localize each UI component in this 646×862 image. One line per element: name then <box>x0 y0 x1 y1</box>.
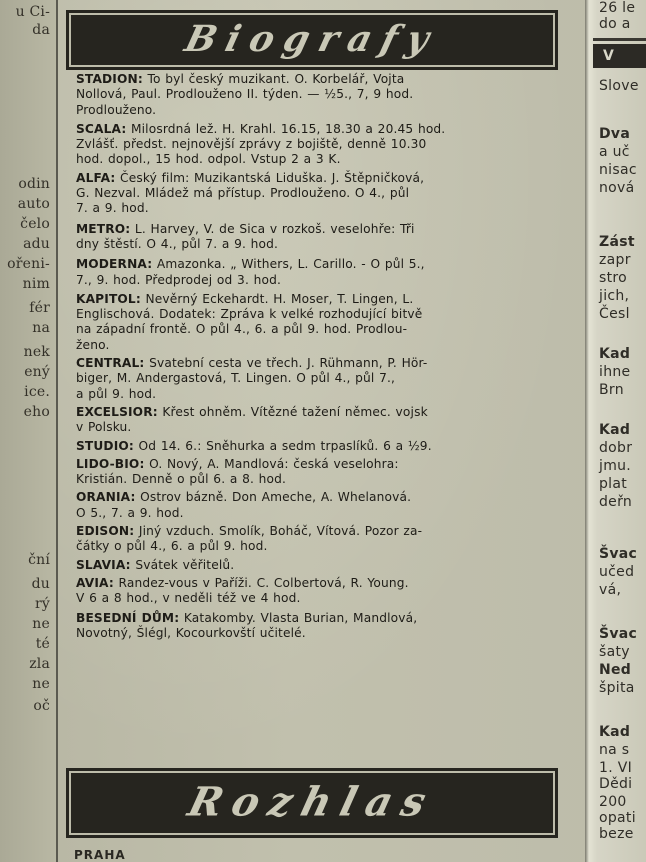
main-column <box>58 0 584 862</box>
right-fragment-4: a uč <box>599 144 630 160</box>
right-fragment-7: Zást <box>599 234 635 250</box>
listing-text: L. Harvey, V. de Sica v rozkoš. veselohře: Tři <box>130 221 415 236</box>
listing-line <box>76 356 566 371</box>
right-fragment-28: na s <box>599 742 630 758</box>
right-fragment-9: stro <box>599 270 627 286</box>
left-fragment-16: rý <box>34 596 50 612</box>
listing-entry <box>76 611 566 642</box>
listing-text: Katakomby. Vlasta Burian, Mandlová, <box>179 610 418 625</box>
right-fragment-32: opati <box>599 810 636 826</box>
right-fragment-2: Slove <box>599 78 639 94</box>
biografy-banner <box>66 10 558 70</box>
listing-line: ženo. <box>76 337 110 352</box>
right-heading-box: V <box>593 44 646 68</box>
listing-line: Novotný, Šlégl, Kocourkovští učitelé. <box>76 625 306 640</box>
listing-text: Jiný vzduch. Smolík, Boháč, Vítová. Pozor za- <box>134 524 423 539</box>
left-fragment-11: ený <box>24 364 50 380</box>
cinema-name: SLAVIA: <box>76 557 131 572</box>
listing-line <box>76 490 566 505</box>
right-fragment-10: jich, <box>599 288 630 304</box>
right-fragment-30: Dědi <box>599 776 633 792</box>
listing-line <box>76 404 566 420</box>
cinema-name: MODERNA: <box>76 257 153 272</box>
listing-line <box>76 291 566 307</box>
listing-line: na západní frontě. O půl 4., 6. a půl 9. hod. Prodlou- <box>76 322 408 337</box>
cinema-name: ALFA: <box>76 170 116 185</box>
listing-line <box>76 456 566 472</box>
listing-line <box>76 575 566 591</box>
listing-line: O 5., 7. a 9. hod. <box>76 505 184 520</box>
listing-line: čátky o půl 4., 6. a půl 9. hod. <box>76 539 268 554</box>
listing-text: Svatební cesta ve třech. J. Rühmann, P. Hör- <box>144 356 428 371</box>
right-fragment-8: zapr <box>599 252 631 268</box>
right-fragment-5: nisac <box>599 162 637 178</box>
listing-text: To byl český muzikant. O. Korbelář, Vojta <box>142 72 405 86</box>
left-fragment-17: ne <box>32 616 50 632</box>
rozhlas-banner <box>66 768 558 838</box>
right-fragment-21: učed <box>599 564 635 580</box>
cinema-name: METRO: <box>76 221 131 236</box>
listing-line <box>76 438 566 454</box>
right-fragment-13: ihne <box>599 364 631 380</box>
listing-entry <box>76 122 566 168</box>
right-fragment-26: špita <box>599 680 635 696</box>
listing-text: Křest ohněm. Vítězné tažení němec. vojsk <box>157 404 428 419</box>
listing-line: a půl 9. hod. <box>76 386 157 401</box>
left-fragment-8: fér <box>29 300 50 316</box>
listing-line: Englischová. Dodatek: Zpráva k velké rozhodující bitvě <box>76 307 423 322</box>
left-fragment-12: ice. <box>24 384 50 400</box>
listing-entry <box>76 439 566 454</box>
left-column-fragment <box>0 0 58 862</box>
right-fragment-22: vá, <box>599 582 622 598</box>
right-rule <box>593 38 646 41</box>
cinema-name: STADION: <box>76 72 143 86</box>
listing-text: Svátek věřitelů. <box>130 557 235 572</box>
left-fragment-14: ční <box>28 552 50 568</box>
left-fragment-20: ne <box>32 676 50 692</box>
left-fragment-21: oč <box>33 698 50 714</box>
left-fragment-18: té <box>35 636 50 652</box>
left-fragment-10: nek <box>23 344 50 360</box>
listing-line <box>76 257 566 272</box>
right-fragment-23: Švac <box>599 626 638 642</box>
listing-line: Kristián. Denně o půl 6. a 8. hod. <box>76 472 287 487</box>
cinema-name: CENTRAL: <box>76 356 145 371</box>
left-fragment-13: eho <box>23 404 50 420</box>
listing-entry <box>76 222 566 253</box>
listing-line: v Polsku. <box>76 420 132 435</box>
cinema-name: EDISON: <box>76 524 135 539</box>
right-fragment-31: 200 <box>599 794 627 810</box>
listing-text: Amazonka. „ Withers, L. Carillo. - O půl 5., <box>152 257 425 272</box>
listing-line: biger, M. Andergastová, T. Lingen. O půl 4., půl 7., <box>76 371 396 386</box>
right-fragment-24: šaty <box>599 644 630 660</box>
cinema-name: ORANIA: <box>76 490 136 505</box>
left-fragment-0: u Ci- <box>15 4 50 20</box>
listing-entry <box>76 292 566 353</box>
listing-line: 7. a 9. hod. <box>76 201 149 216</box>
listing-text: Ostrov bázně. Don Ameche, A. Whelanová. <box>135 490 412 505</box>
listing-text: Od 14. 6.: Sněhurka a sedm trpaslíků. 6 a ½9. <box>133 438 432 453</box>
listing-line <box>76 72 566 87</box>
listing-line <box>76 121 566 137</box>
cinema-name: KAPITOL: <box>76 291 141 306</box>
right-fragment-25: Ned <box>599 662 632 678</box>
right-fragment-18: plat <box>599 476 628 492</box>
right-fragment-16: dobr <box>599 440 633 456</box>
right-fragment-11: Česl <box>599 306 630 322</box>
listing-line: hod. dopol., 15 hod. odpol. Vstup 2 a 3 K. <box>76 152 341 167</box>
listing-text: Randez-vous v Paříži. C. Colbertová, R. Young. <box>113 575 409 590</box>
listing-text: Milosrdná lež. H. Krahl. 16.15, 18.30 a 20.45 hod. <box>126 121 446 136</box>
listing-entry <box>76 524 566 555</box>
listing-line <box>76 524 566 539</box>
left-fragment-3: auto <box>17 196 50 212</box>
listing-entry <box>76 257 566 288</box>
listing-line: dny štěstí. O 4., půl 7. a 9. hod. <box>76 236 279 251</box>
listing-text: Český film: Muzikantská Liduška. J. Štěpničková, <box>115 170 425 185</box>
right-fragment-12: Kad <box>599 346 631 362</box>
listing-line: G. Nezval. Mládež má přístup. Prodlouženo. O 4., půl <box>76 186 410 201</box>
cinema-name: EXCELSIOR: <box>76 404 158 419</box>
listing-entry <box>76 356 566 402</box>
cinema-name: LIDO-BIO: <box>76 456 145 471</box>
listing-entry <box>76 405 566 436</box>
cinema-listings <box>76 72 566 641</box>
left-fragment-1: da <box>32 22 50 38</box>
cinema-name: SCALA: <box>76 121 127 136</box>
listing-entry <box>76 490 566 521</box>
cinema-name: AVIA: <box>76 575 114 590</box>
listing-entry <box>76 576 566 607</box>
right-fragment-6: nová <box>599 180 635 196</box>
right-fragment-19: deřn <box>599 494 633 510</box>
right-fragment-15: Kad <box>599 422 631 438</box>
right-fragment-0: 26 le <box>599 0 636 16</box>
listing-entry <box>76 558 566 573</box>
cinema-name: BESEDNÍ DŮM: <box>76 610 180 625</box>
listing-line: V 6 a 8 hod., v neděli též ve 4 hod. <box>76 591 301 606</box>
listing-line <box>76 170 566 186</box>
right-fragment-3: Dva <box>599 126 631 142</box>
right-fragment-27: Kad <box>599 724 631 740</box>
left-fragment-19: zla <box>29 656 50 672</box>
left-fragment-6: ořeni- <box>7 256 50 272</box>
biografy-title: Biografy <box>180 18 444 61</box>
left-fragment-5: adu <box>23 236 50 252</box>
listing-line: Zvlášť. předst. nejnovější zprávy z bojiště, denně 10.30 <box>76 137 427 152</box>
listing-line: 7., 9. hod. Předprodej od 3. hod. <box>76 272 281 287</box>
left-fragment-4: čelo <box>20 216 50 232</box>
right-fragment-14: Brn <box>599 382 624 398</box>
listing-text: O. Nový, A. Mandlová: česká veselohra: <box>144 456 399 471</box>
listing-entry <box>76 457 566 488</box>
rozhlas-title: Rozhlas <box>183 778 441 826</box>
left-fragment-2: odin <box>18 176 50 192</box>
listing-line <box>76 610 566 626</box>
listing-line <box>76 221 566 237</box>
right-fragment-20: Švac <box>599 546 638 562</box>
left-fragment-9: na <box>32 320 50 336</box>
listing-text: Nevěrný Eckehardt. H. Moser, T. Lingen, L. <box>140 291 414 306</box>
left-fragment-15: du <box>31 576 50 592</box>
listing-line <box>76 557 566 573</box>
right-column-fragment <box>585 0 646 862</box>
listing-line: Nollová, Paul. Prodlouženo II. týden. — ½5., 7, 9 hod. <box>76 87 414 102</box>
listing-line: Prodlouženo. <box>76 102 157 117</box>
right-fragment-29: 1. VI <box>599 760 633 776</box>
listing-entry <box>76 171 566 217</box>
left-fragment-7: nim <box>22 276 50 292</box>
cinema-name: STUDIO: <box>76 438 134 453</box>
right-fragment-17: jmu. <box>599 458 632 474</box>
right-fragment-33: beze <box>599 826 634 842</box>
praha-fragment: PRAHA <box>74 848 126 862</box>
listing-entry <box>76 72 566 118</box>
right-fragment-1: do a <box>599 16 631 32</box>
